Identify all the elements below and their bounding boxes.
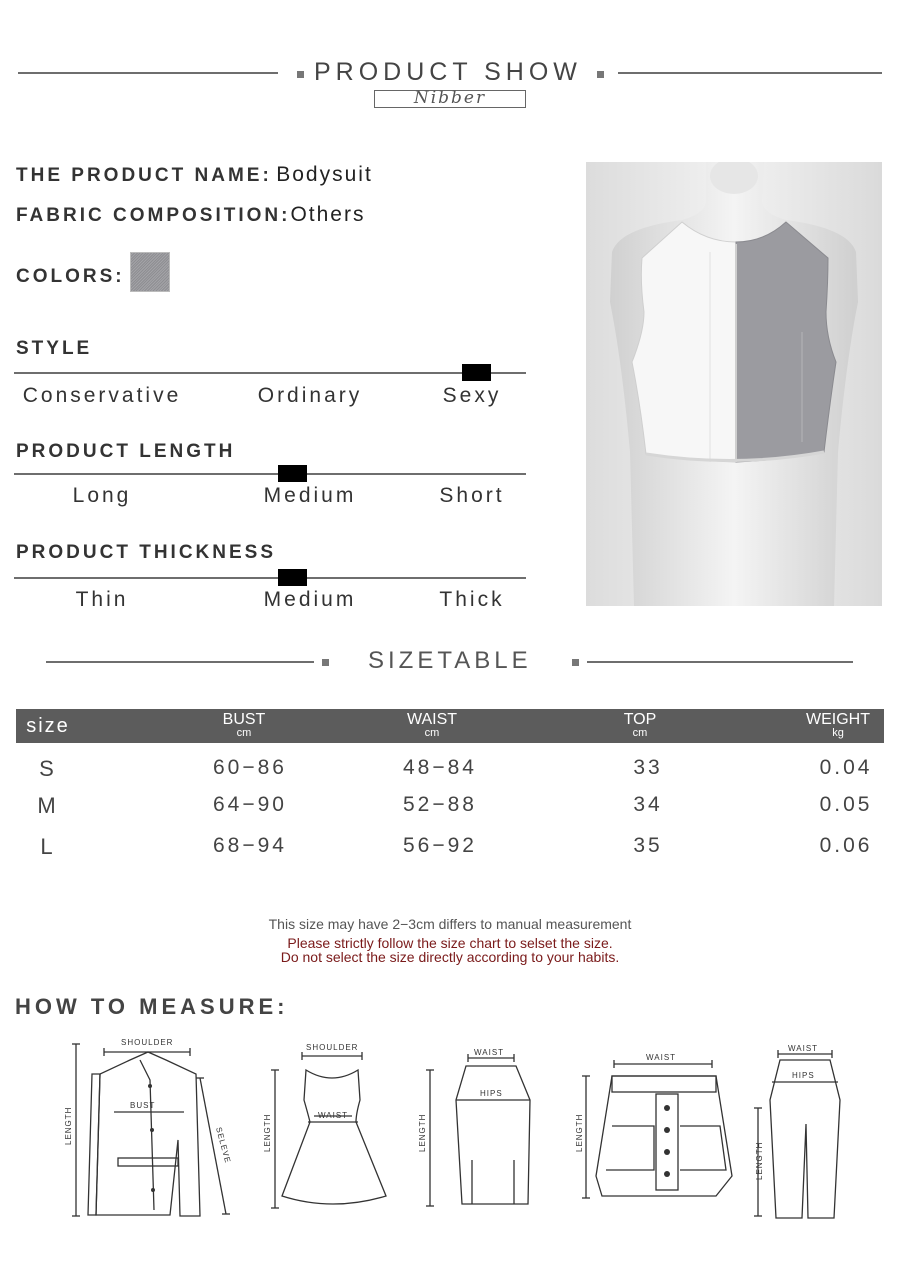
dress-length-label: LENGTH xyxy=(263,1113,272,1152)
dress-diagram xyxy=(271,1052,386,1208)
scale-option: Thick xyxy=(439,588,505,611)
sizetable-rule-left xyxy=(46,661,314,663)
size-note-2: Please strictly follow the size chart to selset the size. xyxy=(287,935,613,951)
pants-hips-label: HIPS xyxy=(792,1071,815,1080)
table-cell: M xyxy=(37,793,59,818)
size-note-3: Do not select the size directly according to your habits. xyxy=(280,949,620,965)
table-header-unit: kg xyxy=(832,727,844,739)
table-header-unit: cm xyxy=(424,727,440,739)
table-header-label: WAIST xyxy=(406,711,458,728)
table-header-3 xyxy=(590,712,690,739)
table-cell: 68−94 xyxy=(213,834,287,857)
scale-option: Thin xyxy=(75,588,129,611)
table-cell: 33 xyxy=(633,756,663,779)
scale-option: Medium xyxy=(263,484,357,507)
header-bullet-left xyxy=(297,71,304,78)
fabric-label: FABRIC COMPOSITION: xyxy=(16,205,291,226)
pants-length-label: LENGTH xyxy=(755,1141,764,1180)
measure-diagrams xyxy=(0,1030,900,1230)
brand-name: Nibber xyxy=(413,88,487,108)
color-swatch[interactable] xyxy=(130,252,170,292)
header-rule-left xyxy=(18,72,278,74)
table-header-0 xyxy=(16,716,80,736)
colors-label: COLORS: xyxy=(16,266,125,287)
scale-selected-marker xyxy=(462,364,491,381)
sizetable-bullet-right xyxy=(572,659,579,666)
scale-selected-marker xyxy=(278,569,307,586)
mannequin-illustration xyxy=(586,162,882,606)
jacket-bust-label: BUST xyxy=(130,1101,156,1110)
table-cell: 0.04 xyxy=(819,756,873,779)
product-name-label: THE PRODUCT NAME: xyxy=(16,165,272,186)
header-rule-right xyxy=(618,72,882,74)
table-header-label: WEIGHT xyxy=(806,711,870,728)
table-header-1 xyxy=(194,712,294,739)
shorts-diagram xyxy=(582,1060,732,1198)
product-name-value: Bodysuit xyxy=(276,163,373,186)
table-cell: 56−92 xyxy=(403,834,477,857)
measure-title: HOW TO MEASURE: xyxy=(15,994,289,1019)
product-photo xyxy=(586,162,882,606)
table-cell: 52−88 xyxy=(403,793,477,816)
scale-selected-marker xyxy=(278,465,307,482)
shorts-length-label: LENGTH xyxy=(575,1113,584,1152)
scale-title: STYLE xyxy=(16,338,93,359)
skirt-hips-label: HIPS xyxy=(480,1089,503,1098)
header-bullet-right xyxy=(597,71,604,78)
table-cell: 34 xyxy=(633,793,663,816)
table-cell: S xyxy=(39,756,57,781)
scale-option: Sexy xyxy=(442,384,502,407)
scale-title: PRODUCT LENGTH xyxy=(16,441,236,462)
table-cell: 64−90 xyxy=(213,793,287,816)
product-name-row xyxy=(16,163,373,187)
table-header-unit: cm xyxy=(236,727,252,739)
fabric-row xyxy=(16,203,365,227)
table-cell: 35 xyxy=(633,834,663,857)
table-header-unit: cm xyxy=(632,727,648,739)
table-cell: 60−86 xyxy=(213,756,287,779)
scale-option: Short xyxy=(439,484,505,507)
table-cell: 0.06 xyxy=(819,834,873,857)
dress-shoulder-label: SHOULDER xyxy=(306,1043,359,1052)
jacket-length-label: LENGTH xyxy=(64,1106,73,1145)
jacket-sleeve-label: SELEVE xyxy=(214,1126,233,1165)
shorts-waist-label: WAIST xyxy=(646,1053,677,1062)
scale-title: PRODUCT THICKNESS xyxy=(16,542,277,563)
scale-option: Ordinary xyxy=(257,384,363,407)
table-header-2 xyxy=(382,712,482,739)
scale-option: Medium xyxy=(263,588,357,611)
scale-track xyxy=(14,372,526,374)
table-cell: 48−84 xyxy=(403,756,477,779)
skirt-diagram xyxy=(426,1054,530,1206)
table-header-label: BUST xyxy=(222,711,266,728)
jacket-shoulder-label: SHOULDER xyxy=(121,1038,174,1047)
sizetable-rule-right xyxy=(587,661,853,663)
sizetable-title: SIZETABLE xyxy=(368,647,532,674)
page-title: PRODUCT SHOW xyxy=(314,58,582,86)
fabric-value: Others xyxy=(290,203,366,226)
dress-waist-label: WAIST xyxy=(318,1111,349,1120)
size-note-1: This size may have 2−3cm differs to manual measurement xyxy=(268,916,632,932)
table-cell: 0.05 xyxy=(819,793,873,816)
skirt-length-label: LENGTH xyxy=(418,1113,427,1152)
table-header-label: size xyxy=(26,715,70,737)
scale-option: Long xyxy=(72,484,132,507)
pants-waist-label: WAIST xyxy=(788,1044,819,1053)
sizetable-bullet-left xyxy=(322,659,329,666)
table-header-4 xyxy=(788,712,888,739)
scale-track xyxy=(14,577,526,579)
skirt-waist-label: WAIST xyxy=(474,1048,505,1057)
table-header-label: TOP xyxy=(623,711,657,728)
table-cell: L xyxy=(40,834,56,859)
scale-option: Conservative xyxy=(22,384,182,407)
scale-track xyxy=(14,473,526,475)
